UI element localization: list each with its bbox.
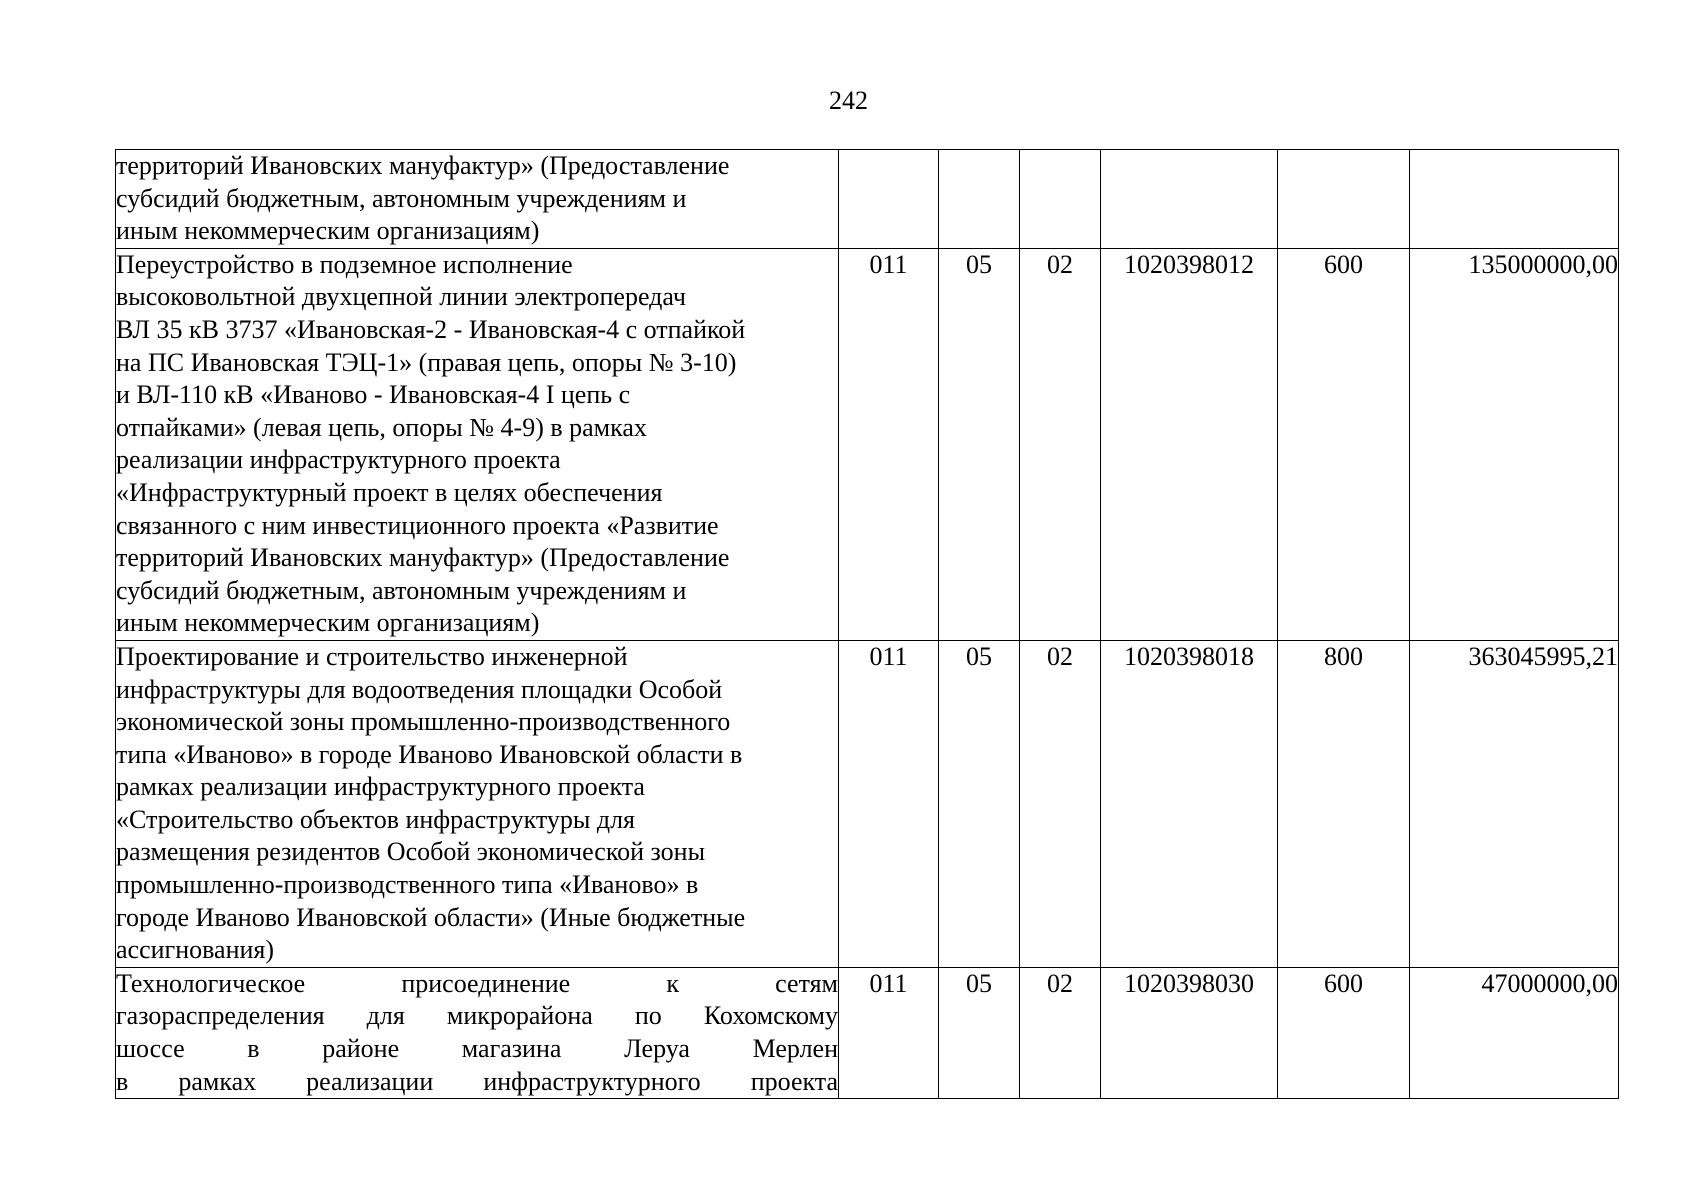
description-line: «Строительство объектов инфраструктуры для [116, 804, 636, 834]
amount-cell: 135000000,00 [1410, 248, 1619, 640]
vr-cell: 800 [1278, 640, 1410, 967]
grbs-cell [839, 150, 939, 249]
row-description [116, 967, 839, 1098]
description-line: связанного с ним инвестиционного проекта «Развитие [116, 510, 719, 540]
pr-cell: 02 [1020, 967, 1101, 1098]
description-line: газораспределения для микрорайона по Кохомскому [116, 1001, 838, 1031]
description-line: территорий Ивановских мануфактур» (Предоставление [116, 543, 730, 573]
description-line: промышленно-производственного типа «Иваново» в [116, 870, 699, 900]
description-line: размещения резидентов Особой экономической зоны [116, 837, 706, 867]
row-description [116, 248, 839, 640]
row-description [116, 640, 839, 967]
description-line: «Инфраструктурный проект в целях обеспечения [116, 477, 663, 507]
description-line: субсидий бюджетным, автономным учреждениям и [116, 183, 687, 213]
rz-cell [939, 150, 1020, 249]
grbs-cell: 011 [839, 640, 939, 967]
grbs-cell: 011 [839, 967, 939, 1098]
description-line: Переустройство в подземное исполнение [116, 249, 573, 279]
amount-cell [1410, 150, 1619, 249]
description-line: на ПС Ивановская ТЭЦ-1» (правая цепь, опоры № 3-10) [116, 347, 737, 377]
description-line: инфраструктуры для водоотведения площадки Особой [116, 674, 723, 704]
description-line: реализации инфраструктурного проекта [116, 445, 561, 475]
table-row [116, 967, 1619, 1098]
description-line: городе Иваново Ивановской области» (Иные бюджетные [116, 902, 746, 932]
description-line: типа «Иваново» в городе Иваново Ивановской области в [116, 739, 743, 769]
vr-cell: 600 [1278, 967, 1410, 1098]
description-line: экономической зоны промышленно-производственного [116, 707, 731, 737]
description-line: субсидий бюджетным, автономным учреждениям и [116, 575, 687, 605]
page-number: 242 [829, 86, 868, 115]
pr-cell [1020, 150, 1101, 249]
csr-cell: 1020398030 [1101, 967, 1278, 1098]
description-line: в рамках реализации инфраструктурного проекта [116, 1066, 838, 1096]
description-line: шоссе в районе магазина Леруа Мерлен [116, 1034, 838, 1064]
description-line: ассигнования) [116, 935, 275, 965]
rz-cell: 05 [939, 640, 1020, 967]
description-line: ВЛ 35 кВ 3737 «Ивановская-2 - Ивановская-4 с отпайкой [116, 314, 746, 344]
csr-cell [1101, 150, 1278, 249]
budget-table [115, 149, 1619, 1099]
description-line: и ВЛ-110 кВ «Иваново - Ивановская-4 I цепь с [116, 380, 631, 410]
vr-cell: 600 [1278, 248, 1410, 640]
table-row [116, 640, 1619, 967]
rz-cell: 05 [939, 967, 1020, 1098]
csr-cell: 1020398012 [1101, 248, 1278, 640]
table-row [116, 248, 1619, 640]
description-line: иным некоммерческим организациям) [116, 608, 540, 638]
pr-cell: 02 [1020, 640, 1101, 967]
rz-cell: 05 [939, 248, 1020, 640]
grbs-cell: 011 [839, 248, 939, 640]
vr-cell [1278, 150, 1410, 249]
description-line: Технологическое присоединение к сетям [116, 968, 838, 998]
description-line: отпайками» (левая цепь, опоры № 4-9) в рамках [116, 412, 647, 442]
description-line: территорий Ивановских мануфактур» (Предоставление [116, 151, 730, 180]
pr-cell: 02 [1020, 248, 1101, 640]
description-line: Проектирование и строительство инженерной [116, 641, 628, 671]
table-row [116, 150, 1619, 249]
amount-cell: 363045995,21 [1410, 640, 1619, 967]
amount-cell: 47000000,00 [1410, 967, 1619, 1098]
description-line: рамках реализации инфраструктурного проекта [116, 772, 645, 802]
csr-cell: 1020398018 [1101, 640, 1278, 967]
row-description [116, 150, 839, 249]
description-line: иным некоммерческим организациям) [116, 216, 540, 246]
description-line: высоковольтной двухцепной линии электропередач [116, 282, 686, 312]
